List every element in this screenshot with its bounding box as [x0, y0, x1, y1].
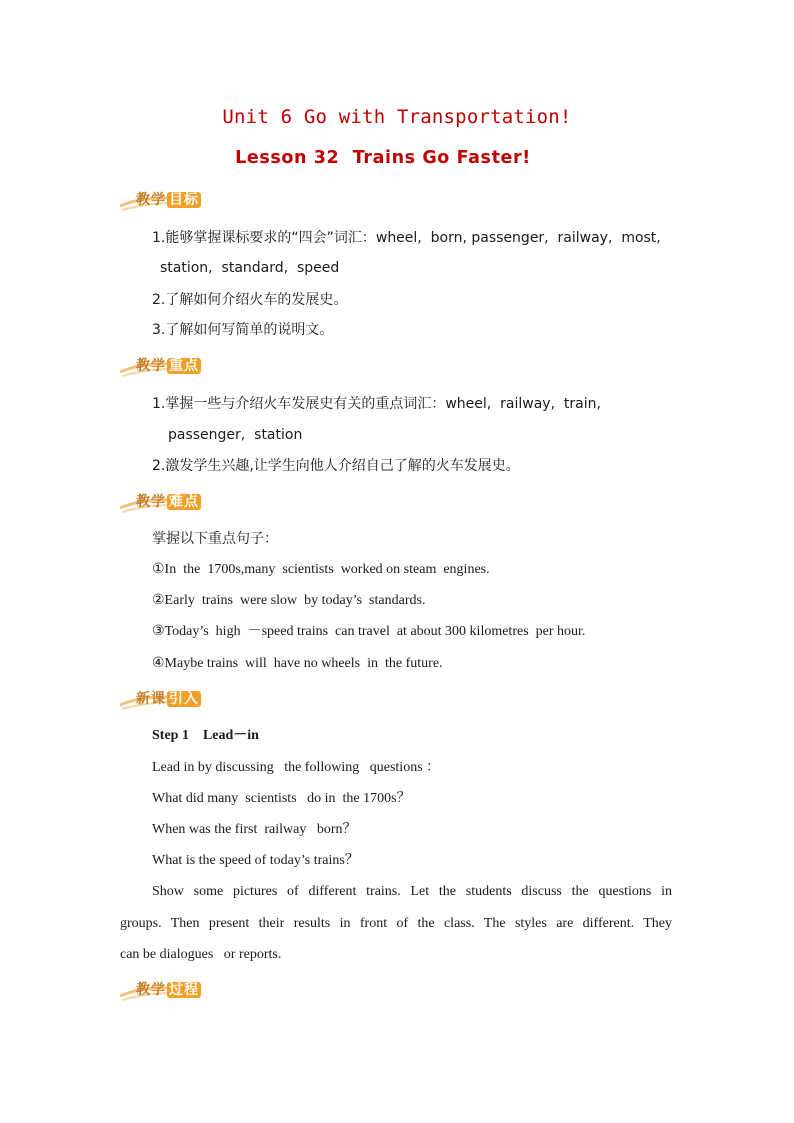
section-header-process — [118, 976, 238, 1004]
objective-item: station, standard, speed — [160, 260, 340, 276]
unit-title: Unit 6 Go with Transportation! — [222, 106, 572, 128]
section-label-a: 教学 — [136, 192, 166, 208]
lesson-title: Lesson 32 Trains Go Faster! — [235, 148, 531, 168]
section-label-b: 过程 — [169, 982, 199, 998]
section-header-difficulties — [118, 488, 238, 516]
difficulty-item: ①In the 1700s,many scientists worked on steam engines. — [152, 562, 490, 577]
objective-item: 1.能够掌握课标要求的“四会”词汇：wheel, born, passenger, railway, most, — [152, 230, 661, 246]
difficulty-item: ④Maybe trains will have no wheels in the future. — [152, 656, 443, 671]
section-label-a: 教学 — [136, 494, 166, 510]
difficulty-item: 掌握以下重点句子： — [152, 531, 278, 547]
intro-paragraph-line: Show some pictures of different trains. Let the students discuss the questions in — [152, 884, 672, 899]
section-label-a: 教学 — [136, 982, 166, 998]
step-title: Step 1 Lead－in — [152, 728, 259, 743]
section-label-a: 教学 — [136, 358, 166, 374]
intro-paragraph-line: groups. Then present their results in front of the class. The styles are different. They — [120, 916, 672, 931]
section-label-b: 难点 — [169, 494, 199, 510]
section-header-intro — [118, 685, 238, 713]
objective-item: 3.了解如何写简单的说明文。 — [152, 322, 334, 338]
objective-item: 2.了解如何介绍火车的发展史。 — [152, 292, 348, 308]
key-point-item: passenger, station — [168, 427, 303, 443]
intro-paragraph-line: can be dialogues or reports. — [120, 947, 282, 962]
section-label-a: 新课 — [136, 691, 166, 707]
intro-item: Lead in by discussing the following questions ： — [152, 760, 441, 775]
section-header-key-points — [118, 352, 238, 380]
section-header-objectives — [118, 186, 238, 214]
difficulty-item: ③Today’s high －speed trains can travel at about 300 kilometres per hour. — [152, 624, 586, 639]
key-point-item: 2.激发学生兴趣,让学生向他人介绍自己了解的火车发展史。 — [152, 458, 520, 474]
section-label-b: 引入 — [169, 691, 199, 707]
key-point-item: 1.掌握一些与介绍火车发展史有关的重点词汇：wheel, railway, train, — [152, 396, 601, 412]
intro-item: What did many scientists do in the 1700s？ — [152, 791, 411, 806]
section-label-b: 目标 — [169, 192, 199, 208]
difficulty-item: ②Early trains were slow by today’s standards. — [152, 593, 426, 608]
intro-item: When was the first railway born？ — [152, 822, 357, 837]
section-label-b: 重点 — [169, 358, 199, 374]
intro-item: What is the speed of today’s trains？ — [152, 853, 359, 868]
